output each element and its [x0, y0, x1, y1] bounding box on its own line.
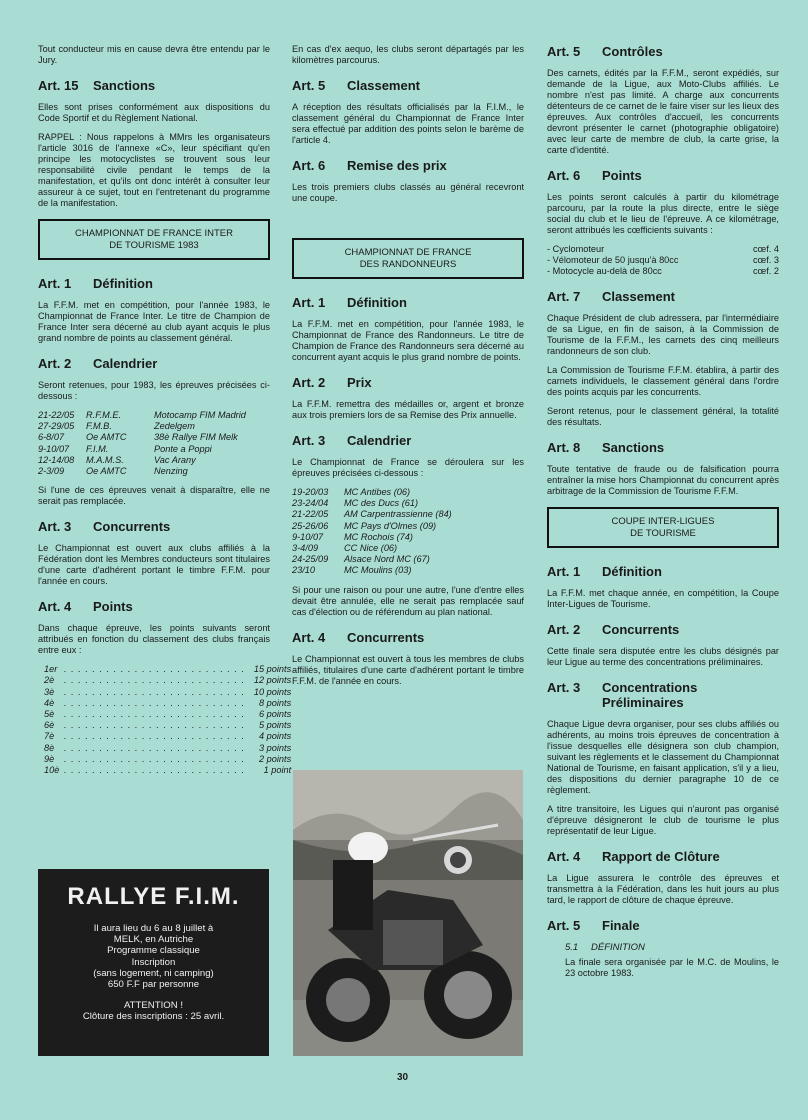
- points-row: 10è . . . . . . . . . . . . . . . . . . . . . . . . . . 1 point: [44, 765, 292, 776]
- page-number: 30: [397, 1072, 409, 1083]
- points-rank: 8è: [44, 742, 55, 753]
- calendar-event: AM Carpentrassienne (84): [344, 509, 452, 520]
- rallye-line: Il aura lieu du 6 au 8 juillet à: [93, 923, 214, 934]
- points-value: 12 points: [253, 675, 292, 686]
- points-rank: 7è: [44, 731, 55, 742]
- motorcycle-photo: [293, 770, 523, 1056]
- calendar-event: MC Rochois (74): [344, 531, 413, 542]
- art4-heading-3: Art. 4 Rapport de Clôture: [547, 849, 720, 864]
- art3-heading: Art. 3 Concurrents: [38, 519, 171, 535]
- calendar-date: 6-8/07: [38, 432, 65, 443]
- art8-heading: Art. 8 Sanctions: [547, 440, 665, 455]
- art5-heading-3: Art. 5 Contrôles: [547, 44, 663, 59]
- points-value: 6 points: [259, 709, 292, 720]
- calendar-event: Alsace Nord MC (67): [344, 554, 430, 565]
- art4-text-3: La Ligue assurera le contrôle des épreuves et transmettra à la Fédération, dans les huit jours au plus tard, le rapport de clôture de chaque épreuve.: [547, 873, 779, 905]
- art4-text-2: Le Championnat est ouvert à tous les membres de clubs affiliés, titulaires d'une carte d'adhérent portant le timbre F.F.M. de l'année en cours.: [292, 653, 524, 686]
- points-row: 6è . . . . . . . . . . . . . . . . . . . . . . . . . . 5 points: [44, 720, 292, 731]
- art5-heading: Art. 5 Classement: [292, 78, 420, 93]
- points-rank: 4è: [44, 697, 55, 708]
- art2-text-2b: La F.F.M. remettra des médailles or, argent et bronze aux trois premiers lors de sa Remise des Prix annuelle.: [292, 399, 524, 420]
- calendar-row: [292, 498, 524, 509]
- art3-text-3b: A titre transitoire, les Ligues qui n'auront pas organisé d'épreuve désigneront le club de tourisme le plus représentatif de leur Ligue.: [547, 804, 779, 836]
- coefficient-row: [547, 255, 779, 266]
- points-row: 8è . . . . . . . . . . . . . . . . . . . . . . . . . . 3 points: [44, 742, 292, 753]
- points-table: [44, 664, 292, 776]
- art5b-text: La finale sera organisée par le M.C. de Moulins, le 23 octobre 1983.: [565, 957, 779, 978]
- points-row: 5è . . . . . . . . . . . . . . . . . . . . . . . . . . 6 points: [44, 709, 292, 720]
- art1-heading-2: Art. 1 Définition: [292, 295, 407, 310]
- art4-heading: Art. 4 Points: [38, 599, 133, 615]
- art1-text: La F.F.M. met en compétition, pour l'année 1983, le Championnat de France Inter. Le titre de Champion de France Inter sera décerné au club ayant acquis le plus grand nombre de points au classement général.: [38, 300, 270, 343]
- section-box-randonneurs: CHAMPIONNAT DE FRANCE DES RANDONNEURS: [292, 238, 524, 279]
- calendar-event: Vac Arany: [154, 454, 196, 465]
- calendar-row: [292, 532, 524, 543]
- rappel-text: RAPPEL : Nous rappelons à MMrs les organisateurs l'article 3016 de l'annexe «C», leur spécifiant qu'en principe les motocyclistes se trouvent sous leur responsabilité civile pendant le temps de la manifestation, et qu'ils ont donc intérêt à consulter leur assureur à ce sujet, tout en l'entretenant du programme de la manifestation.: [38, 132, 270, 208]
- calendar-row: [292, 565, 524, 576]
- calendar-date: 3-4/09: [292, 543, 319, 554]
- intro-text-2: En cas d'ex aequo, les clubs seront départagés par les kilomètres parcourus.: [292, 44, 524, 65]
- points-value: 10 points: [253, 686, 292, 697]
- points-rank: 5è: [44, 709, 55, 720]
- art3-heading-2: Art. 3 Calendrier: [292, 433, 412, 448]
- art1-text-3: La F.F.M. met chaque année, en compétition, la Coupe Inter-Ligues de Tourisme.: [547, 588, 779, 609]
- calendar-club: Oe AMTC: [86, 466, 127, 477]
- column-left: [38, 44, 292, 784]
- intro-text: Tout conducteur mis en cause devra être entendu par le Jury.: [38, 44, 270, 65]
- calendar-row: [292, 521, 524, 532]
- coefficient-value: cœf. 4: [752, 244, 779, 254]
- calendar-row: [38, 432, 270, 443]
- calendar-row: [38, 466, 270, 477]
- calendar-date: 23/10: [292, 565, 315, 576]
- calendar-row: [38, 410, 270, 421]
- points-value: 15 points: [253, 664, 292, 675]
- calendar-date: 12-14/08: [38, 454, 75, 465]
- points-rank: 6è: [44, 720, 55, 731]
- points-row: 1er . . . . . . . . . . . . . . . . . . . . . . . . . . 15 points: [44, 664, 292, 675]
- art3-text: Le Championnat est ouvert aux clubs affiliés à la Fédération dont les Membres conducteurs sont titulaires d'une carte d'adhérent portant le timbre F.F.M. pour l'année en cours.: [38, 543, 270, 587]
- calendar-event: MC des Ducs (61): [344, 498, 419, 509]
- calendar-randonneurs: [292, 487, 524, 577]
- points-row: 2è . . . . . . . . . . . . . . . . . . . . . . . . . . 12 points: [44, 675, 292, 686]
- calendar-date: 19-20/03: [292, 487, 329, 497]
- coefficient-row: [547, 244, 779, 255]
- calendar-club: Oe AMTC: [86, 432, 127, 443]
- art7-text-3: Seront retenus, pour le classement général, la totalité des résultats.: [547, 406, 779, 427]
- points-value: 4 points: [259, 731, 292, 742]
- rallye-line: Programme classique: [107, 945, 200, 957]
- points-rank: 3è: [44, 686, 55, 697]
- calendar-inter: [38, 410, 270, 477]
- calendar-row: [292, 554, 524, 565]
- calendar-event: Nenzing: [154, 466, 188, 477]
- art2-heading: Art. 2 Calendrier: [38, 356, 158, 371]
- points-rank: 2è: [44, 675, 55, 686]
- calendar-club: M.A.M.S.: [86, 454, 124, 465]
- points-row: 7è . . . . . . . . . . . . . . . . . . . . . . . . . . 4 points: [44, 731, 292, 742]
- calendar-date: 9-10/07: [292, 531, 324, 542]
- section-box-inter: CHAMPIONNAT DE FRANCE INTER DE TOURISME 1983: [38, 219, 270, 260]
- column-right: [547, 44, 779, 987]
- coefficients-list: [547, 244, 779, 277]
- calendar-event: Motocamp FIM Madrid: [154, 410, 246, 420]
- column-middle: [292, 44, 524, 695]
- points-value: 1 point: [263, 765, 292, 776]
- rallye-attention: ATTENTION !: [124, 1000, 183, 1012]
- calendar-row: [38, 455, 270, 466]
- art6-heading: Art. 6 Remise des prix: [292, 158, 447, 173]
- calendar-date: 23-24/04: [292, 498, 329, 509]
- calendar-row: [292, 543, 524, 554]
- coefficient-label: - Cyclomoteur: [547, 244, 605, 254]
- points-value: 8 points: [259, 697, 292, 708]
- art7-heading: Art. 7 Classement: [547, 289, 675, 304]
- art6-text-3: Les points seront calculés à partir du kilométrage parcouru, par la route la plus directe, entre le siège social du club et le lieu de l'épreuve. A ce kilométrage, seront attribués les cœfficients suivants :: [547, 192, 779, 235]
- calendar-club: F.I.M.: [86, 443, 109, 454]
- calendar-event: MC Pays d'Olmes (09): [344, 520, 437, 531]
- calendar-date: 25-26/06: [292, 520, 329, 531]
- art1-heading: Art. 1 Définition: [38, 276, 153, 291]
- points-rank: 10è: [44, 765, 60, 776]
- art6-text: Les trois premiers clubs classés au général recevront une coupe.: [292, 182, 524, 203]
- art6-heading-3: Art. 6 Points: [547, 168, 642, 183]
- calendar-row: [292, 487, 524, 498]
- calendar-row: [38, 421, 270, 432]
- points-row: 4è . . . . . . . . . . . . . . . . . . . . . . . . . . 8 points: [44, 697, 292, 708]
- rallye-closing: Clôture des inscriptions : 25 avril.: [82, 1011, 225, 1023]
- points-row: 9è . . . . . . . . . . . . . . . . . . . . . . . . . . 2 points: [44, 753, 292, 764]
- calendar-event: 38è Rallye FIM Melk: [154, 432, 238, 443]
- calendar-event: Ponte a Poppi: [154, 443, 212, 454]
- rallye-details: [38, 923, 269, 990]
- art15-heading: Art. 15 Sanctions: [38, 78, 156, 93]
- rallye-line: Inscription: [131, 956, 176, 968]
- subsection-definition: 5.1 DÉFINITION: [565, 942, 645, 953]
- calendar-row: [38, 444, 270, 455]
- art4-text: Dans chaque épreuve, les points suivants seront attribués en fonction du classement des clubs français entre eux :: [38, 623, 270, 656]
- art5-text-3: Des carnets, édités par la F.F.M., seront expédiés, sur demande de la Ligue, aux Moto-Clubs affiliés. Le nombre n'est pas limité. A charge aux concurrents détenteurs de ce carnet de le faire viser sur les lieux des épreuves. Aux contrôles d'accueil, les concurrents devront présenter le carnet (photographie obligatoire) avec leur carte de membre de club, la carte grise, la carte d'identité.: [547, 68, 779, 155]
- art3-text-2: Le Championnat de France se déroulera sur les épreuves précisées ci-dessous :: [292, 457, 524, 478]
- art3-heading-3: Art. 3 Concentrations Préliminaires: [547, 680, 698, 710]
- coefficient-row: [547, 266, 779, 277]
- coefficient-value: cœf. 3: [752, 255, 779, 265]
- art2-text-2: Si l'une de ces épreuves venait à disparaître, elle ne serait pas remplacée.: [38, 485, 270, 507]
- art1-heading-3: Art. 1 Définition: [547, 564, 662, 579]
- coefficient-label: - Motocycle au-delà de 80cc: [547, 266, 662, 276]
- points-value: 3 points: [259, 742, 292, 753]
- art2-heading-2: Art. 2 Prix: [292, 375, 372, 390]
- calendar-date: 21-22/05: [38, 410, 75, 420]
- points-rank: 1er: [44, 664, 58, 675]
- art1-text-2: La F.F.M. met en compétition, pour l'année 1983, le Championnat de France des Randonneurs. Le titre de Champion de France des Randonneurs sera décerné au concurrent ayant acquis le plus grand nombre de points.: [292, 319, 524, 362]
- rallye-title: RALLYE F.I.M.: [67, 883, 240, 910]
- points-value: 2 points: [259, 753, 292, 764]
- points-value: 5 points: [259, 720, 292, 731]
- calendar-event: MC Moulins (03): [344, 565, 412, 576]
- calendar-club: F.M.B.: [86, 421, 112, 432]
- rallye-line: MELK, en Autriche: [113, 934, 194, 946]
- section-box-coupe: COUPE INTER-LIGUES DE TOURISME: [547, 507, 779, 548]
- art2-text-3: Cette finale sera disputée entre les clubs désignés par leur Ligue au terme des concentrations préliminaires.: [547, 646, 779, 667]
- calendar-club: R.F.M.E.: [86, 410, 122, 420]
- coefficient-value: cœf. 2: [752, 266, 779, 276]
- coefficient-label: - Vélomoteur de 50 jusqu'à 80cc: [547, 255, 679, 265]
- rallye-line: (sans logement, ni camping): [93, 967, 214, 979]
- art15-text: Elles sont prises conformément aux dispositions du Code Sportif et du Règlement National.: [38, 102, 270, 123]
- art8-text: Toute tentative de fraude ou de falsification pourra entraîner la mise hors Championnat du concurrent après arbitrage de la Commission de Tourisme F.F.M.: [547, 464, 779, 496]
- calendar-row: [292, 509, 524, 520]
- art3-text-3a: Chaque Ligue devra organiser, pour ses clubs affiliés ou adhérents, au moins trois épreuves de concentration à l'issue desquelles elle désignera son club champion, suivant les règlements et le classement du Championnat National de Tourisme, en faisant application, s'il y a lieu, des dispositions du dernier paragraphe 10 de ce règlement.: [547, 719, 779, 795]
- points-rank: 9è: [44, 753, 55, 764]
- rallye-fim-box: [38, 869, 269, 1056]
- art5-text: A réception des résultats officialisés par la F.I.M., le classement général du Championnat de France Inter sera effectué par addition des points selon le barème de l'article 4.: [292, 102, 524, 145]
- calendar-date: 21-22/05: [292, 509, 329, 520]
- art5b-heading: Art. 5 Finale: [547, 918, 640, 933]
- calendar-event: MC Antibes (06): [344, 487, 411, 497]
- calendar-event: Zedelgem: [154, 421, 195, 432]
- rallye-line: 650 F.F par personne: [107, 979, 200, 991]
- art4-heading-2: Art. 4 Concurrents: [292, 629, 425, 645]
- calendar-date: 27-29/05: [38, 421, 75, 432]
- calendar-date: 24-25/09: [292, 554, 329, 565]
- calendar-date: 2-3/09: [38, 466, 65, 477]
- art7-text-1: Chaque Président de club adressera, par l'intermédiaire de sa Ligue, en fin de saison, à la Commission de Tourisme de la F.F.M., les carnets des cinq meilleurs randonneurs de son club.: [547, 313, 779, 356]
- calendar-event: CC Nice (06): [344, 543, 398, 554]
- art2-text: Seront retenues, pour 1983, les épreuves précisées ci-dessous :: [38, 380, 270, 401]
- calendar-date: 9-10/07: [38, 443, 70, 454]
- points-row: 3è . . . . . . . . . . . . . . . . . . . . . . . . . . 10 points: [44, 686, 292, 697]
- art2-heading-3: Art. 2 Concurrents: [547, 622, 680, 637]
- art3-text-2b: Si pour une raison ou pour une autre, l'une d'entre elles devait être annulée, elle ne serait pas remplacée sauf cas d'élection ou de référendum au plan national.: [292, 584, 524, 617]
- art7-text-2: La Commission de Tourisme F.F.M. établira, à partir des carnets individuels, le classement général dans l'ordre des points acquis par les concurrents.: [547, 365, 779, 397]
